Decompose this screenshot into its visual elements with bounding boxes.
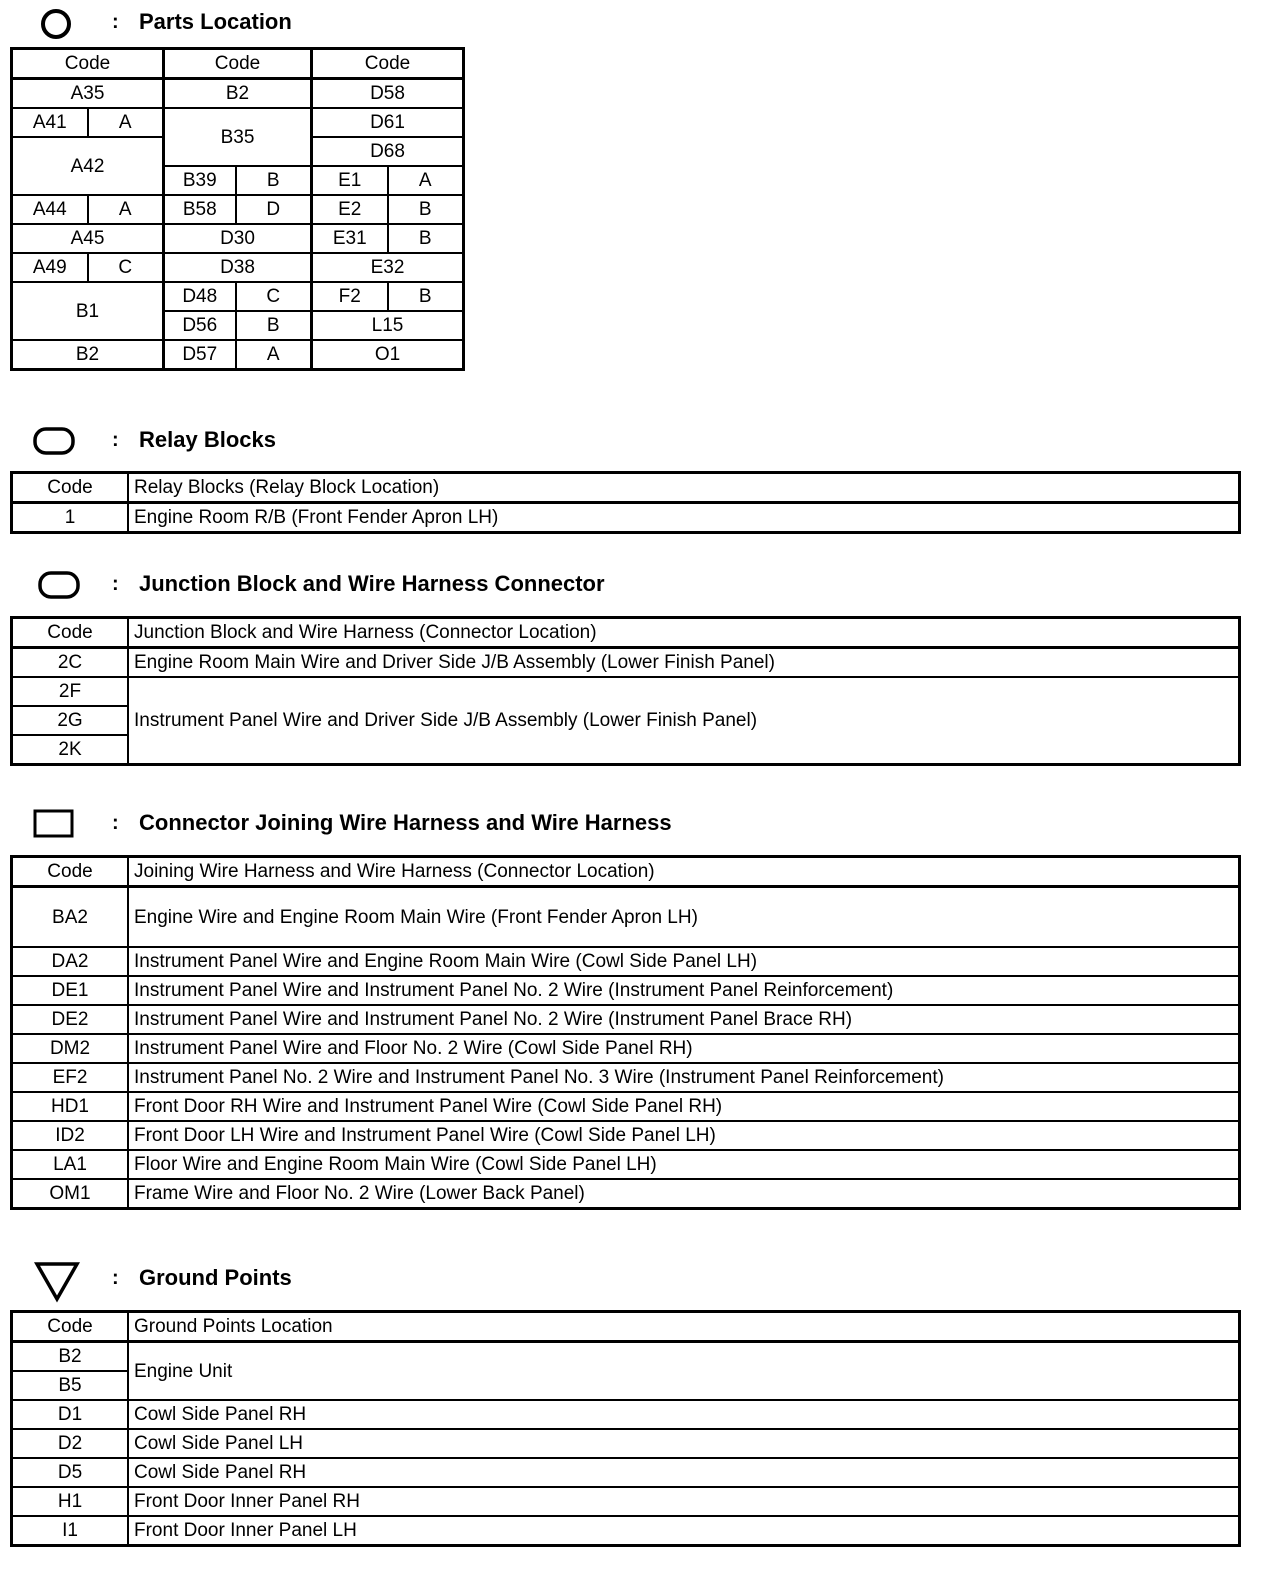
relay-blocks-table — [10, 471, 1241, 534]
code-cell: B2 — [12, 1342, 129, 1372]
code-cell: A — [88, 195, 164, 224]
code-cell: LA1 — [12, 1150, 129, 1179]
code-cell: ID2 — [12, 1121, 129, 1150]
location-cell: Engine Room Main Wire and Driver Side J/B Assembly (Lower Finish Panel) — [128, 648, 1240, 678]
code-cell: EF2 — [12, 1063, 129, 1092]
location-cell: Frame Wire and Floor No. 2 Wire (Lower Back Panel) — [128, 1179, 1240, 1209]
code-cell: B — [388, 195, 464, 224]
code-cell: DE1 — [12, 976, 129, 1005]
code-cell: A42 — [12, 137, 164, 195]
connector-table — [10, 855, 1241, 1210]
square-icon — [33, 809, 75, 839]
junction-table — [10, 616, 1241, 766]
location-cell: Front Door LH Wire and Instrument Panel Wire (Cowl Side Panel LH) — [128, 1121, 1240, 1150]
code-cell: I1 — [12, 1516, 129, 1546]
code-cell: A49 — [12, 253, 88, 282]
code-cell: B58 — [164, 195, 236, 224]
location-cell: Floor Wire and Engine Room Main Wire (Cowl Side Panel LH) — [128, 1150, 1240, 1179]
location-cell: Front Door RH Wire and Instrument Panel Wire (Cowl Side Panel RH) — [128, 1092, 1240, 1121]
code-cell: HD1 — [12, 1092, 129, 1121]
location-cell: Instrument Panel Wire and Driver Side J/B Assembly (Lower Finish Panel) — [128, 677, 1240, 765]
code-cell: 2F — [12, 677, 129, 706]
code-cell: O1 — [312, 340, 464, 370]
section-title: Relay Blocks — [139, 427, 276, 452]
code-cell: D38 — [164, 253, 312, 282]
code-cell: B2 — [12, 340, 164, 370]
connector-heading — [0, 806, 900, 842]
code-cell: B1 — [12, 282, 164, 340]
location-cell: Front Door Inner Panel LH — [128, 1516, 1240, 1546]
header-code: Code — [12, 857, 129, 887]
code-cell: L15 — [312, 311, 464, 340]
code-cell: BA2 — [12, 887, 129, 948]
code-cell: E1 — [312, 166, 388, 195]
location-cell: Front Door Inner Panel RH — [128, 1487, 1240, 1516]
code-cell: D58 — [312, 79, 464, 109]
code-cell: B — [388, 282, 464, 311]
header-location: Junction Block and Wire Harness (Connector Location) — [128, 618, 1240, 648]
rounded-rectangle-icon — [38, 571, 80, 599]
location-cell: Engine Room R/B (Front Fender Apron LH) — [128, 503, 1240, 533]
code-cell: A44 — [12, 195, 88, 224]
location-cell: Instrument Panel Wire and Floor No. 2 Wire (Cowl Side Panel RH) — [128, 1034, 1240, 1063]
code-cell: DA2 — [12, 947, 129, 976]
code-cell: D2 — [12, 1429, 129, 1458]
location-cell: Instrument Panel Wire and Instrument Panel No. 2 Wire (Instrument Panel Reinforcement) — [128, 976, 1240, 1005]
header-code: Code — [164, 49, 312, 79]
colon: : — [112, 429, 119, 451]
parts-location-heading — [0, 5, 900, 41]
location-cell: Cowl Side Panel RH — [128, 1458, 1240, 1487]
parts-location-table — [10, 47, 465, 371]
junction-heading — [0, 567, 900, 603]
header-code: Code — [12, 473, 129, 503]
code-cell: H1 — [12, 1487, 129, 1516]
header-code: Code — [12, 618, 129, 648]
code-cell: OM1 — [12, 1179, 129, 1209]
rounded-rectangle-icon — [33, 427, 75, 455]
colon: : — [112, 11, 119, 33]
code-cell: A — [236, 340, 312, 370]
header-location: Joining Wire Harness and Wire Harness (Connector Location) — [128, 857, 1240, 887]
code-cell: D1 — [12, 1400, 129, 1429]
relay-blocks-heading — [0, 423, 900, 459]
code-cell: 2G — [12, 706, 129, 735]
header-code: Code — [312, 49, 464, 79]
header-location: Relay Blocks (Relay Block Location) — [128, 473, 1240, 503]
location-cell: Cowl Side Panel RH — [128, 1400, 1240, 1429]
location-cell: Cowl Side Panel LH — [128, 1429, 1240, 1458]
code-cell: B2 — [164, 79, 312, 109]
section-title: Connector Joining Wire Harness and Wire Harness — [139, 810, 672, 835]
section-title: Parts Location — [139, 9, 292, 34]
header-location: Ground Points Location — [128, 1312, 1240, 1342]
code-cell: D68 — [312, 137, 464, 166]
location-cell: Engine Wire and Engine Room Main Wire (Front Fender Apron LH) — [128, 887, 1240, 948]
location-cell: Instrument Panel Wire and Instrument Panel No. 2 Wire (Instrument Panel Brace RH) — [128, 1005, 1240, 1034]
circle-icon — [40, 8, 72, 40]
code-cell: B — [236, 311, 312, 340]
location-cell: Instrument Panel No. 2 Wire and Instrument Panel No. 3 Wire (Instrument Panel Reinforcement) — [128, 1063, 1240, 1092]
code-cell: C — [88, 253, 164, 282]
code-cell: B35 — [164, 108, 312, 166]
code-cell: D61 — [312, 108, 464, 137]
triangle-icon — [34, 1261, 80, 1303]
location-cell: Instrument Panel Wire and Engine Room Main Wire (Cowl Side Panel LH) — [128, 947, 1240, 976]
code-cell: D5 — [12, 1458, 129, 1487]
colon: : — [112, 812, 119, 834]
code-cell: D — [236, 195, 312, 224]
section-title: Junction Block and Wire Harness Connector — [139, 571, 605, 596]
code-cell: B39 — [164, 166, 236, 195]
code-cell: E32 — [312, 253, 464, 282]
code-cell: E2 — [312, 195, 388, 224]
ground-points-table — [10, 1310, 1241, 1547]
code-cell: A — [88, 108, 164, 137]
ground-points-heading — [0, 1261, 900, 1297]
code-cell: D57 — [164, 340, 236, 370]
colon: : — [112, 573, 119, 595]
code-cell: B5 — [12, 1371, 129, 1400]
code-cell: D30 — [164, 224, 312, 253]
code-cell: A35 — [12, 79, 164, 109]
code-cell: B — [388, 224, 464, 253]
code-cell: 2K — [12, 735, 129, 765]
header-code: Code — [12, 49, 164, 79]
code-cell: C — [236, 282, 312, 311]
code-cell: D56 — [164, 311, 236, 340]
code-cell: 1 — [12, 503, 129, 533]
location-cell: Engine Unit — [128, 1342, 1240, 1401]
section-title: Ground Points — [139, 1265, 292, 1290]
code-cell: A45 — [12, 224, 164, 253]
header-code: Code — [12, 1312, 129, 1342]
code-cell: F2 — [312, 282, 388, 311]
code-cell: D48 — [164, 282, 236, 311]
code-cell: B — [236, 166, 312, 195]
code-cell: E31 — [312, 224, 388, 253]
colon: : — [112, 1267, 119, 1289]
code-cell: 2C — [12, 648, 129, 678]
code-cell: A41 — [12, 108, 88, 137]
code-cell: DM2 — [12, 1034, 129, 1063]
code-cell: A — [388, 166, 464, 195]
code-cell: DE2 — [12, 1005, 129, 1034]
